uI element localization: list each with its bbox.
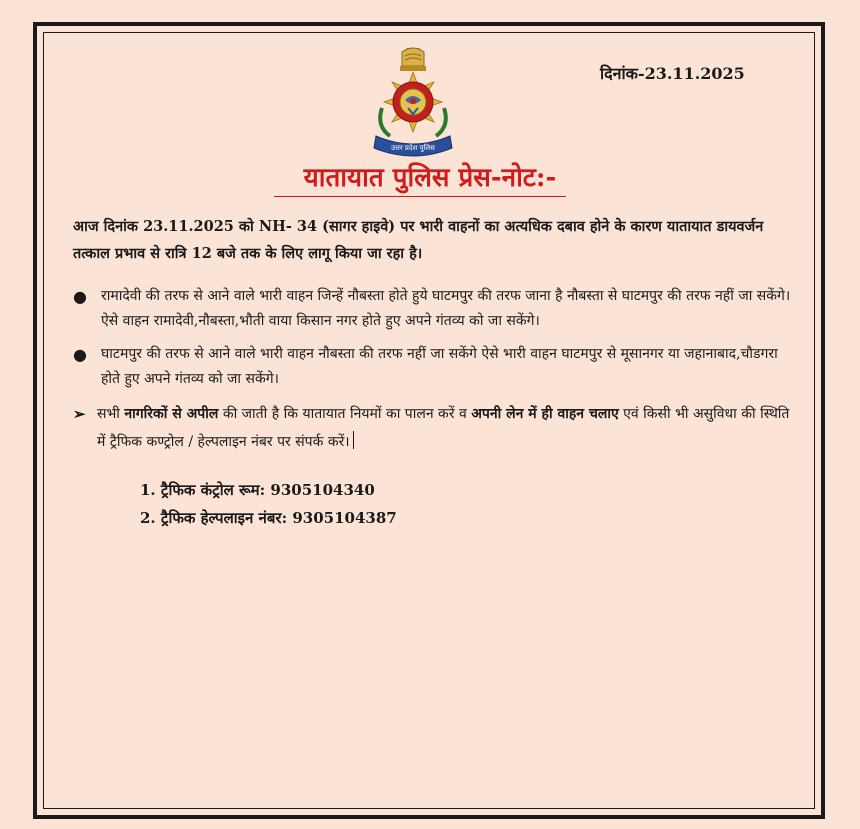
contact-number-index: 2. [140,509,156,527]
contact-label: ट्रैफिक हेल्पलाइन नंबर: [160,509,288,527]
press-note-date: दिनांक-23.11.2025 [600,64,745,83]
text-cursor [353,431,355,449]
contact-helpline [140,504,540,532]
appeal-part-1: सभी [97,406,125,422]
up-police-emblem-icon [368,44,458,160]
appeal-part-3: एवं किसी भी असुविधा की स्थिति में ट्रैफिक कण्ट्रोल / हेल्पलाइन नंबर पर संपर्क करें। [97,406,790,450]
bullet-marker: ● [73,287,87,306]
contact-phone: 9305104340 [270,481,375,499]
emblem-scroll-text: उत्तर प्रदेश पुलिस [391,144,435,152]
bullet-text: रामादेवी की तरफ से आने वाले भारी वाहन जिन्हें नौबस्ता होते हुये घाटमपुर की तरफ जाना है नौबस्ता से घाटमपुर की तरफ नहीं जा सकेंगे। ऐसे वाहन रामादेवी,नौबस्ता,भौती वाया किसान नगर होते हुए अपने गंतव्य को जा सकेंगे। [101,288,791,329]
page-title: यातायात पुलिस प्रेस-नोट:- [303,163,557,193]
contact-list [140,476,540,532]
intro-paragraph: आज दिनांक 23.11.2025 को NH- 34 (सागर हाइवे) पर भारी वाहनों का अत्यधिक दबाव होने के कारण यातायात डायवर्जन तत्काल प्रभाव से रात्रि 12 बजे तक के लिए लागू किया जा रहा है। [73,218,764,262]
appeal-bold-1: नागरिकों से अपील [124,406,219,422]
arrow-bullet-icon: ➢ [73,405,86,423]
title-underline [274,196,566,197]
bullet-marker: ● [73,345,87,364]
contact-label: ट्रैफिक कंट्रोल रूम: [160,481,266,499]
diversion-bullet-2 [73,342,793,392]
citizen-appeal [73,400,793,456]
contact-phone: 9305104387 [292,509,397,527]
contact-number-index: 1. [140,481,156,499]
appeal-text [97,400,793,456]
appeal-bold-2: अपनी लेन में ही वाहन चलाए [471,406,619,422]
diversion-bullet-1 [73,284,793,334]
bullet-text: घाटमपुर की तरफ से आने वाले भारी वाहन नौबस्ता की तरफ नहीं जा सकेंगे ऐसे भारी वाहन घाटमपुर से मूसानगर या जहानाबाद,चौडगरा होते हुए अपने गंतव्य को जा सकेंगे। [101,346,778,387]
appeal-part-2: की जाती है कि यातायात नियमों का पालन करें व [218,406,472,422]
contact-control-room [140,476,540,504]
